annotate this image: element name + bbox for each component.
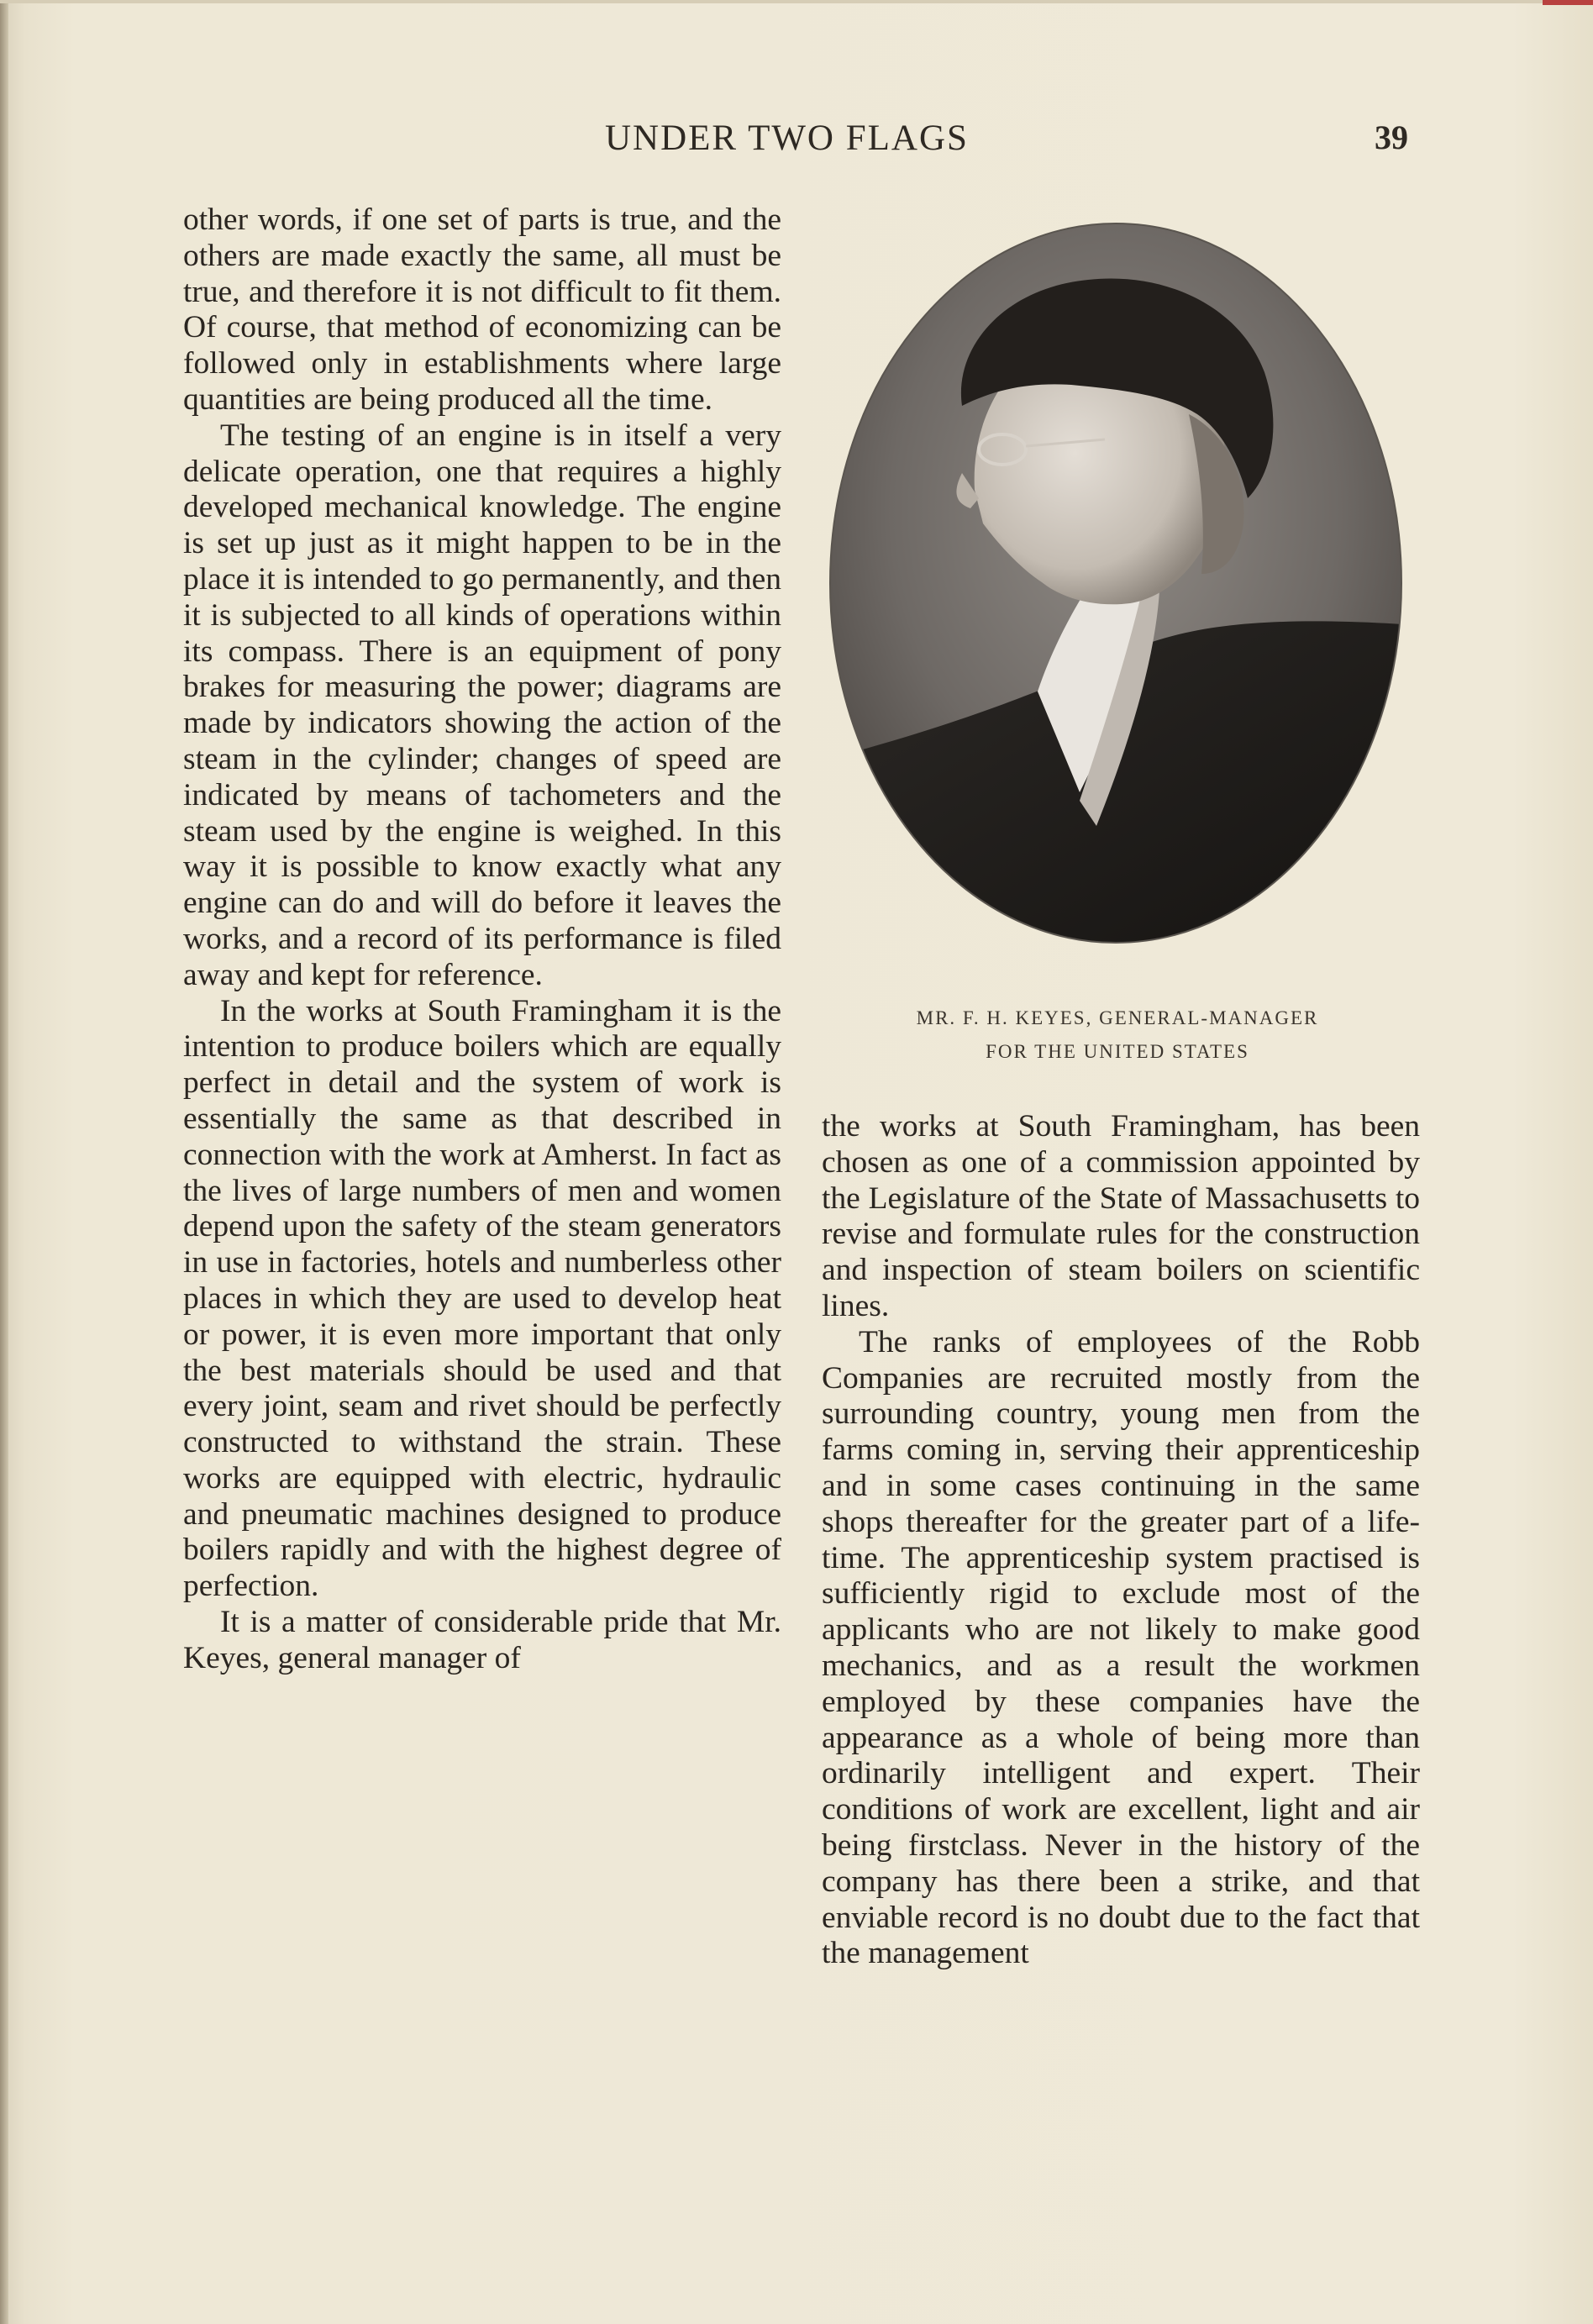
page-number: 39 xyxy=(1375,118,1408,156)
top-edge xyxy=(0,0,1593,3)
running-title: UNDER TWO FLAGS xyxy=(605,118,969,158)
right-column xyxy=(822,1109,1420,1972)
caption-line-1: MR. F. H. KEYES, GENERAL-MANAGER xyxy=(916,1007,1319,1028)
binding-edge xyxy=(0,0,8,2324)
right-paragraph-2: The ranks of employees of the Robb Companies are recruited mostly from the surrounding country, young men from the farms coming in, serving their apprenticeship and in some cases continuing in the same shops thereafter for the greater part of a life-time. The apprenticeship system practised is sufficiently rigid to exclude most of the applicants who are not likely to make good mechanics, and as a result the workmen employed by these companies have the appearance as a whole of being more than ordinarily intelligent and expert. Their conditions of work are excellent, light and air being firstclass. Never in the history of the company has there been a strike, and that enviable record is no doubt due to the fact that the management xyxy=(822,1324,1420,1971)
caption-line-2: FOR THE UNITED STATES xyxy=(986,1041,1249,1062)
portrait-photo xyxy=(828,221,1404,945)
left-paragraph-2: The testing of an engine is in itself a very delicate operation, one that requires a highly developed mechanical knowledge. The engine is set up just as it might happen to be in the place it is intended to go permanently, and then it is subjected to all kinds of operations within its compass. There is an equipment of pony brakes for measuring the power; diagrams are made by indicators showing the action of the steam in the cylinder; changes of speed are indicated by means of tachometers and the steam used by the engine is weighed. In this way it is possible to know exactly what any engine can do and will do before it leaves the works, and a record of its performance is filed away and kept for reference. xyxy=(183,418,781,992)
red-corner-mark xyxy=(1543,0,1593,5)
left-paragraph-1: other words, if one set of parts is true, and the others are made exactly the same, all must be true, and therefore it is not difficult to fit them. Of course, that method of economizing can be followed only in establishments where large quantities are being produced all the time. xyxy=(183,202,781,417)
photo-caption xyxy=(807,1002,1428,1069)
right-paragraph-1: the works at South Framingham, has been chosen as one of a commission appointed by the Legislature of the State of Massachusetts to revise and formulate rules for the construction and inspection of steam boilers on scientific lines. xyxy=(822,1109,1420,1323)
left-paragraph-3: In the works at South Framingham it is the intention to produce boilers which are equally perfect in detail and the system of work is essentially the same as that described in connection with the work at Amherst. In fact as the lives of large numbers of men and women depend upon the safety of the steam generators in use in factories, hotels and numberless other places in which they are used to develop heat or power, it is even more important that only the best materials should be used and that every joint, seam and rivet should be perfectly constructed to withstand the strain. These works are equipped with electric, hydraulic and pneumatic machines designed to produce boilers rapidly and with the highest degree of perfection. xyxy=(183,993,781,1604)
running-head xyxy=(0,118,1593,168)
left-column xyxy=(183,202,781,1677)
left-paragraph-4: It is a matter of considerable pride that Mr. Keyes, general manager of xyxy=(183,1605,781,1675)
